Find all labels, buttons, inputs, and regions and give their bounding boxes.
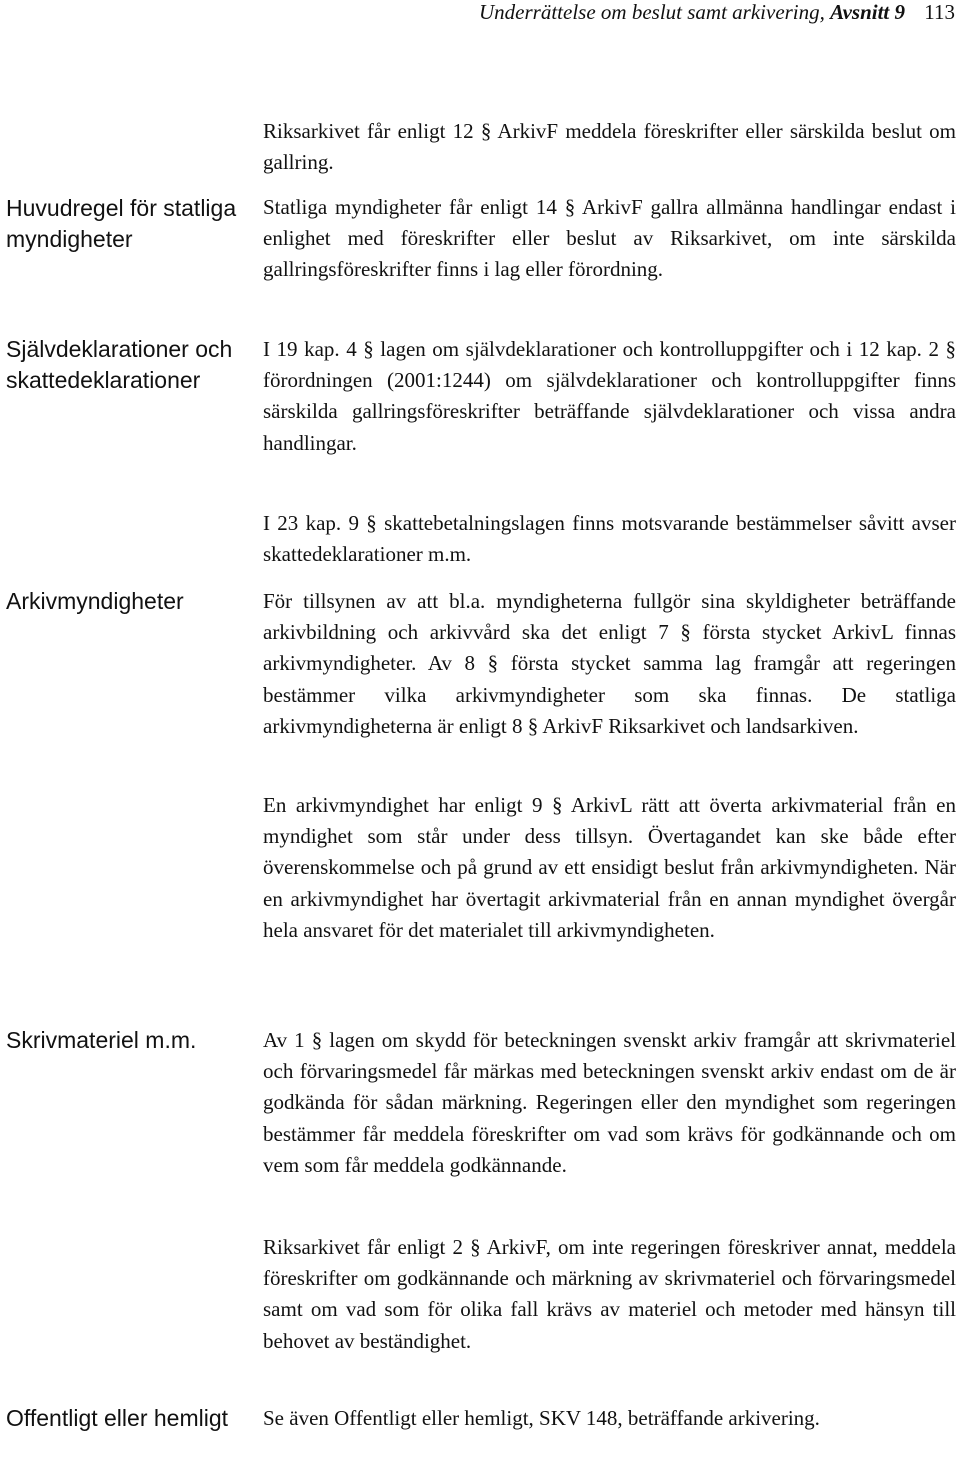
paragraph-overta-arkivmaterial: En arkivmyndighet har enligt 9 § ArkivL rätt att överta arkivmaterial från en myndighet som står under dess tillsyn. Övertagandet kan ske både efter överenskommelse och på grund av ett ensidigt beslut från arkivmyndigheten. När en arkivmyndighet har övertagit arkivmaterial från en annan myndighet övergår hela ansvaret för det materialet till arkivmyndigheten.	[263, 793, 956, 942]
header-title: Underrättelse om beslut samt arkivering	[479, 0, 820, 24]
paragraph-tillsyn: För tillsynen av att bl.a. myndigheterna fullgör sina skyldigheter beträffande arkivbildning och arkivvård ska det enligt 7 § första stycket ArkivL finnas arkivmyndigheter. Av 8 § första stycket samma lag framgår att regeringen bestämmer vilka arkivmyndigheter som ska finnas. De statliga arkivmyndigheterna är enligt 8 § ArkivF Riksarkivet och landsarkiven.	[263, 589, 956, 738]
paragraph-riksarkivet-foreskrifter: Riksarkivet får enligt 2 § ArkivF, om inte regeringen föreskriver annat, meddela föreskrifter om godkännande och märkning av skrivmateriel och förvaringsmedel samt om vad som för olika fall krävs av materiel och metoder med hänsyn till behovet av beständighet.	[263, 1235, 956, 1353]
margin-heading-offentligt: Offentligt eller hemligt	[6, 1405, 229, 1431]
paragraph-riksarkivet-gallring: Riksarkivet får enligt 12 § ArkivF meddela föreskrifter eller särskilda beslut om gallring.	[263, 119, 956, 175]
margin-heading-sjalvdeklarationer: Självdeklarationer och skattedeklarationer	[6, 336, 233, 393]
page-header: Underrättelse om beslut samt arkivering, Avsnitt 9 113	[479, 0, 955, 24]
margin-heading-arkivmyndigheter: Arkivmyndigheter	[6, 588, 184, 614]
paragraph-sjalvdeklarationer: I 19 kap. 4 § lagen om självdeklarationer och kontrolluppgifter och i 12 kap. 2 § förordningen (2001:1244) om självdeklarationer och kontrolluppgifter finns särskilda gallringsföreskrifter beträffande självdeklarationer och vissa andra handlingar.	[263, 337, 956, 455]
page-number: 113	[924, 0, 955, 24]
paragraph-skrivmateriel: Av 1 § lagen om skydd för beteckningen svenskt arkiv framgår att skrivmateriel och förvaringsmedel får märkas med beteckningen svenskt arkiv endast om de är godkända för sådan märkning. Regeringen eller den myndighet som regeringen bestämmer får meddela föreskrifter om vad som krävs för godkännande och om vem som får meddela godkännande.	[263, 1028, 956, 1177]
margin-heading-huvudregel: Huvudregel för statliga myndigheter	[6, 195, 237, 252]
paragraph-skattebetalningslagen: I 23 kap. 9 § skattebetalningslagen finns motsvarande bestämmelser såvitt avser skattedeklarationer m.m.	[263, 511, 956, 567]
header-section: Avsnitt 9	[830, 0, 906, 24]
paragraph-statliga-myndigheter: Statliga myndigheter får enligt 14 § ArkivF gallra allmänna handlingar endast i enlighet med föreskrifter eller beslut av Riksarkivet, om inte särskilda gallringsföreskrifter finns i lag eller förordning.	[263, 195, 956, 282]
paragraph-se-aven: Se även Offentligt eller hemligt, SKV 148, beträffande arkivering.	[263, 1406, 820, 1430]
margin-heading-skrivmateriel: Skrivmateriel m.m.	[6, 1027, 197, 1053]
